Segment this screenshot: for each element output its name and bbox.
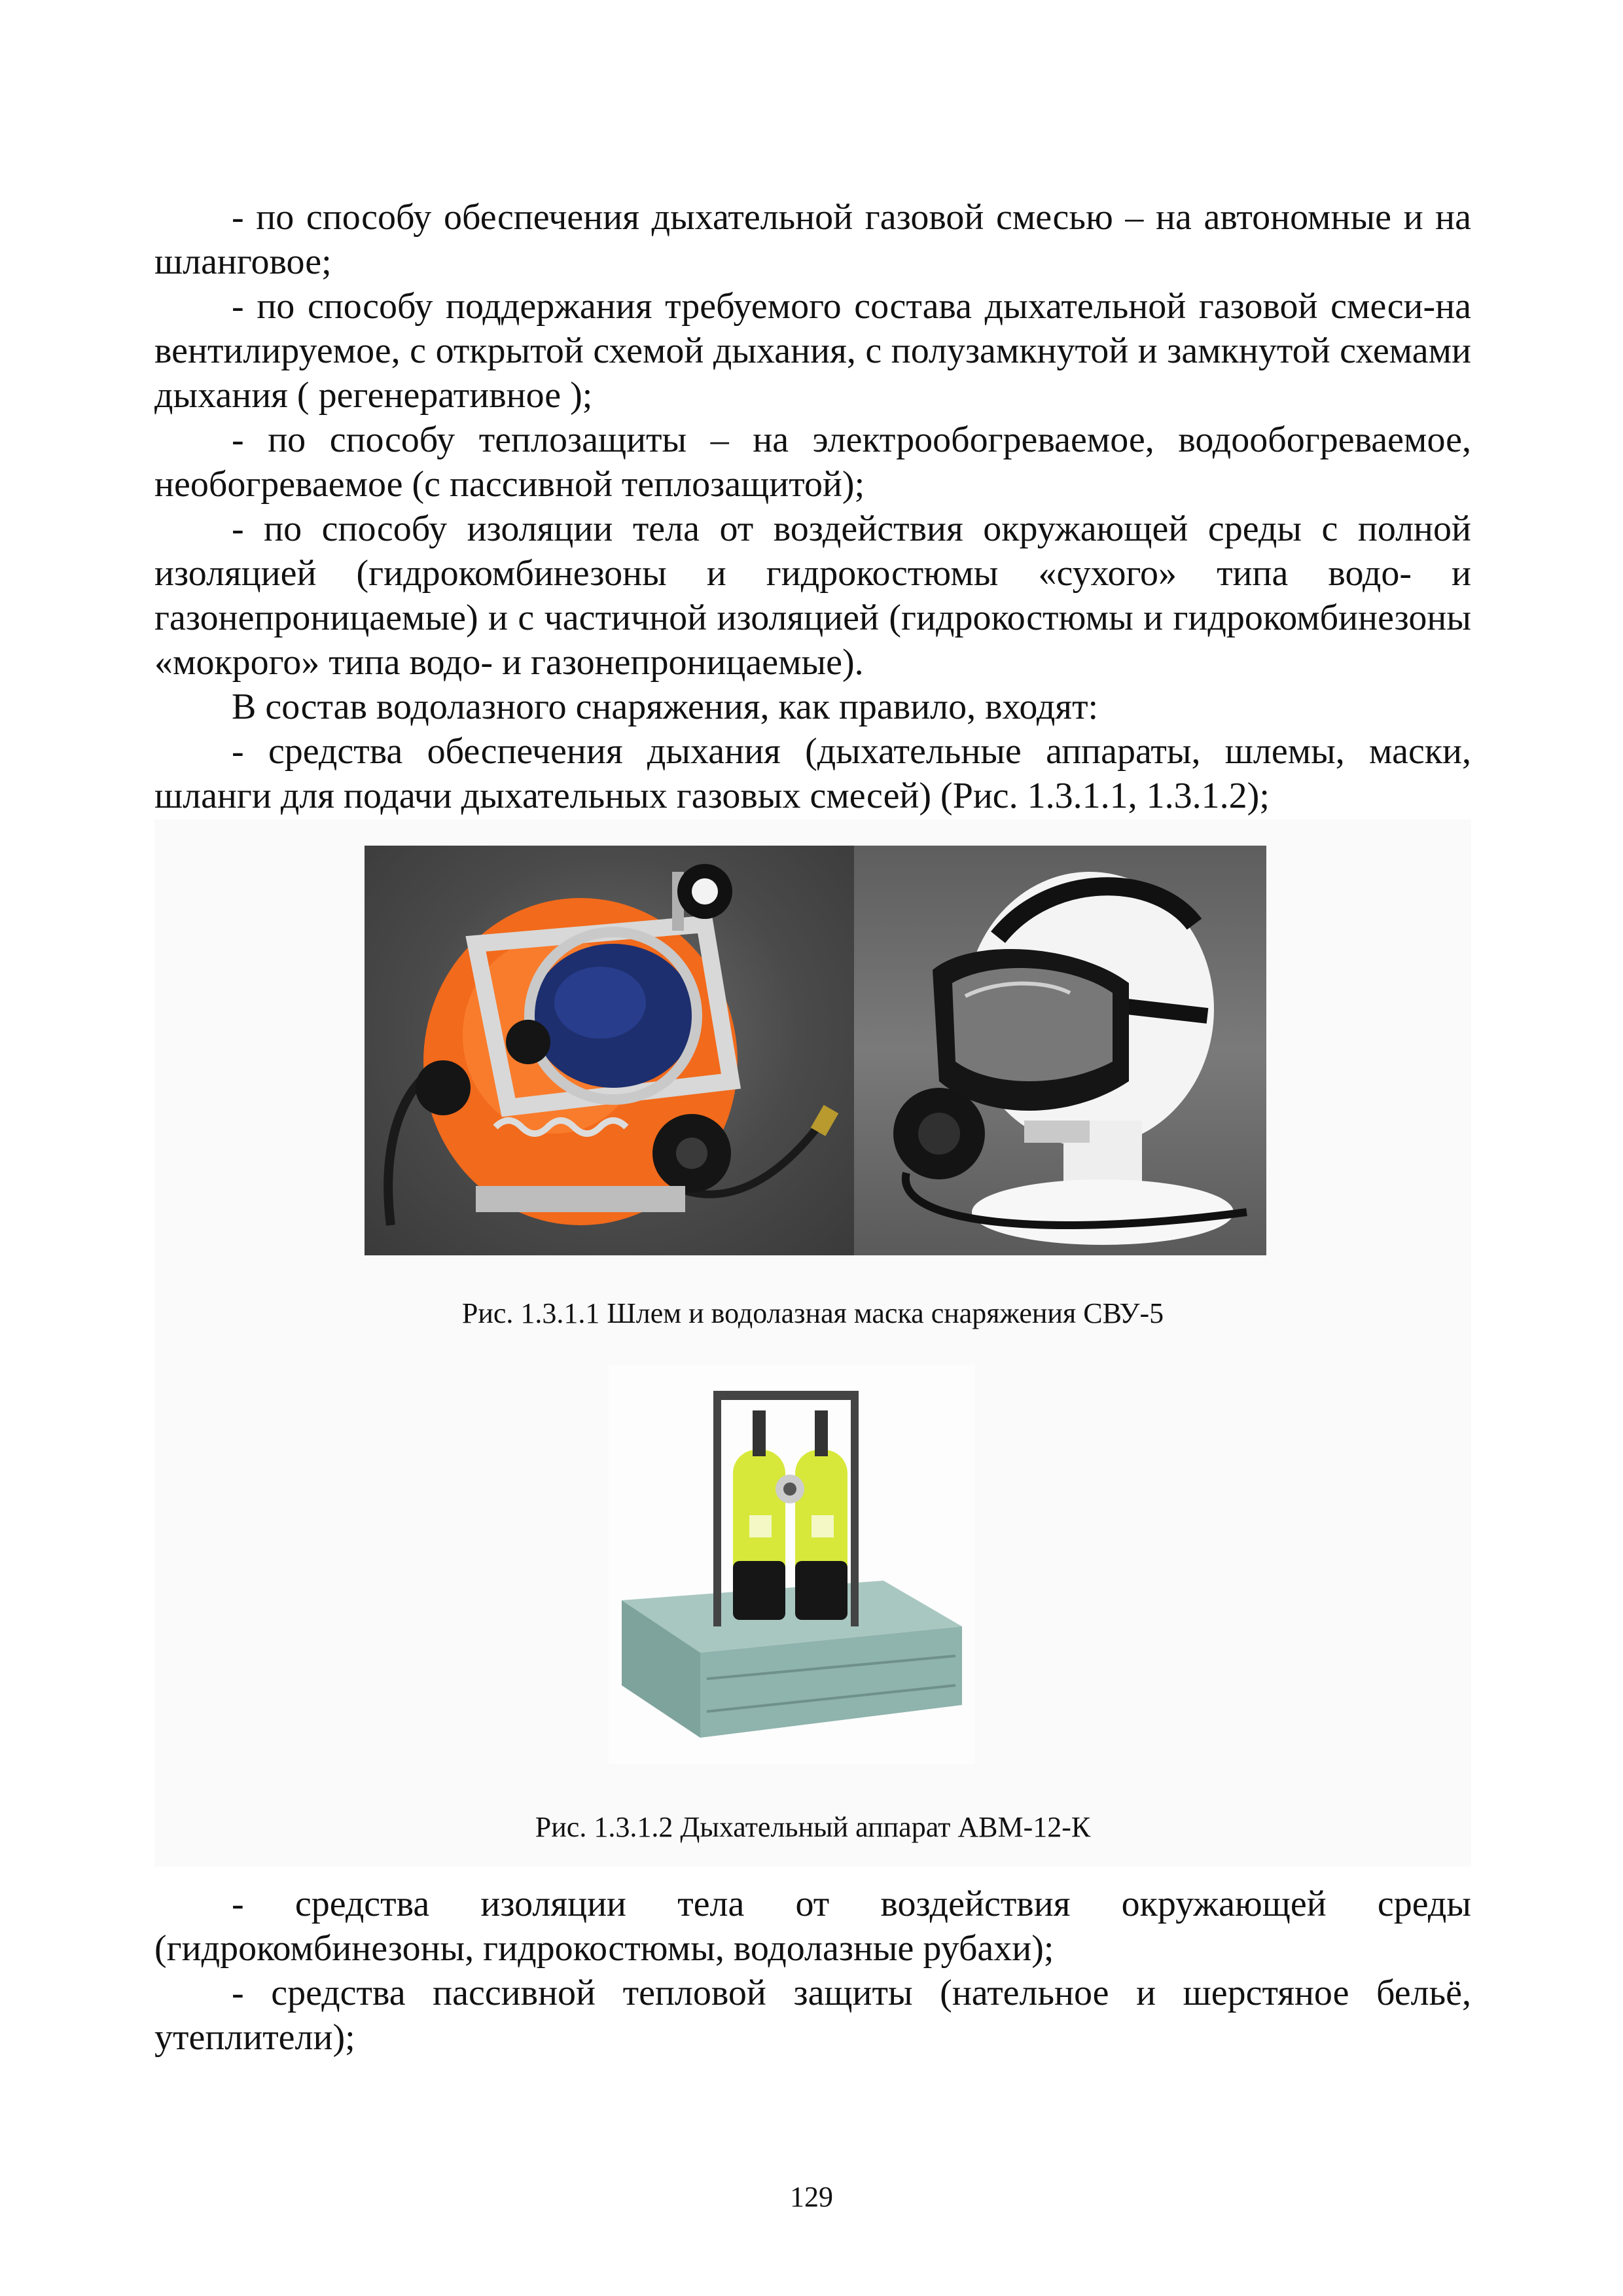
page-number: 129 — [790, 2181, 833, 2213]
body-text-top — [154, 195, 1471, 818]
figure-caption: Рис. 1.3.1.1 Шлем и водолазная маска снаряжения СВУ-5 — [461, 1297, 1164, 1329]
paragraph: - по способу теплозащиты – на электрообогреваемое, водообогреваемое, необогреваемое (с пассивной теплозащитой); — [154, 420, 1471, 505]
figure-caption: Рис. 1.3.1.2 Дыхательный аппарат АВМ-12-К — [535, 1811, 1091, 1843]
paragraph: - средства обеспечения дыхания (дыхательные аппараты, шлемы, маски, шланги для подачи дыхательных газовых смесей) (Рис. 1.3.1.1, 1.3.1.2); — [154, 731, 1471, 816]
paragraph: - средства пассивной тепловой защиты (нательное и шерстяное бельё, утеплители); — [154, 1973, 1471, 2058]
body-text-bottom — [154, 1882, 1471, 2060]
breathing-apparatus-photo — [609, 1365, 975, 1764]
paragraph: - средства изоляции тела от воздействия окружающей среды (гидрокомбинезоны, гидрокостюмы, водолазные рубахи); — [154, 1884, 1471, 1969]
paragraph: В состав водолазного снаряжения, как правило, входят: — [232, 687, 1099, 727]
diving-helmet-photo — [365, 846, 854, 1255]
paragraph: - по способу изоляции тела от воздействия окружающей среды с полной изоляцией (гидрокомбинезоны и гидрокостюмы «сухого» типа водо- и газонепроницаемые) и с частичной изоляцией (гидрокостюмы и гидрокомбинезоны «мокрого» типа водо- и газонепроницаемые). — [154, 509, 1471, 683]
paragraph: - по способу обеспечения дыхательной газовой смесью – на автономные и на шланговое; — [154, 197, 1471, 282]
paragraph: - по способу поддержания требуемого состава дыхательной газовой смеси-на вентилируемое, с открытой схемой дыхания, с полузамкнутой и замкнутой схемами дыхания ( регенеративное ); — [154, 286, 1471, 416]
diving-mask-photo — [854, 846, 1266, 1255]
